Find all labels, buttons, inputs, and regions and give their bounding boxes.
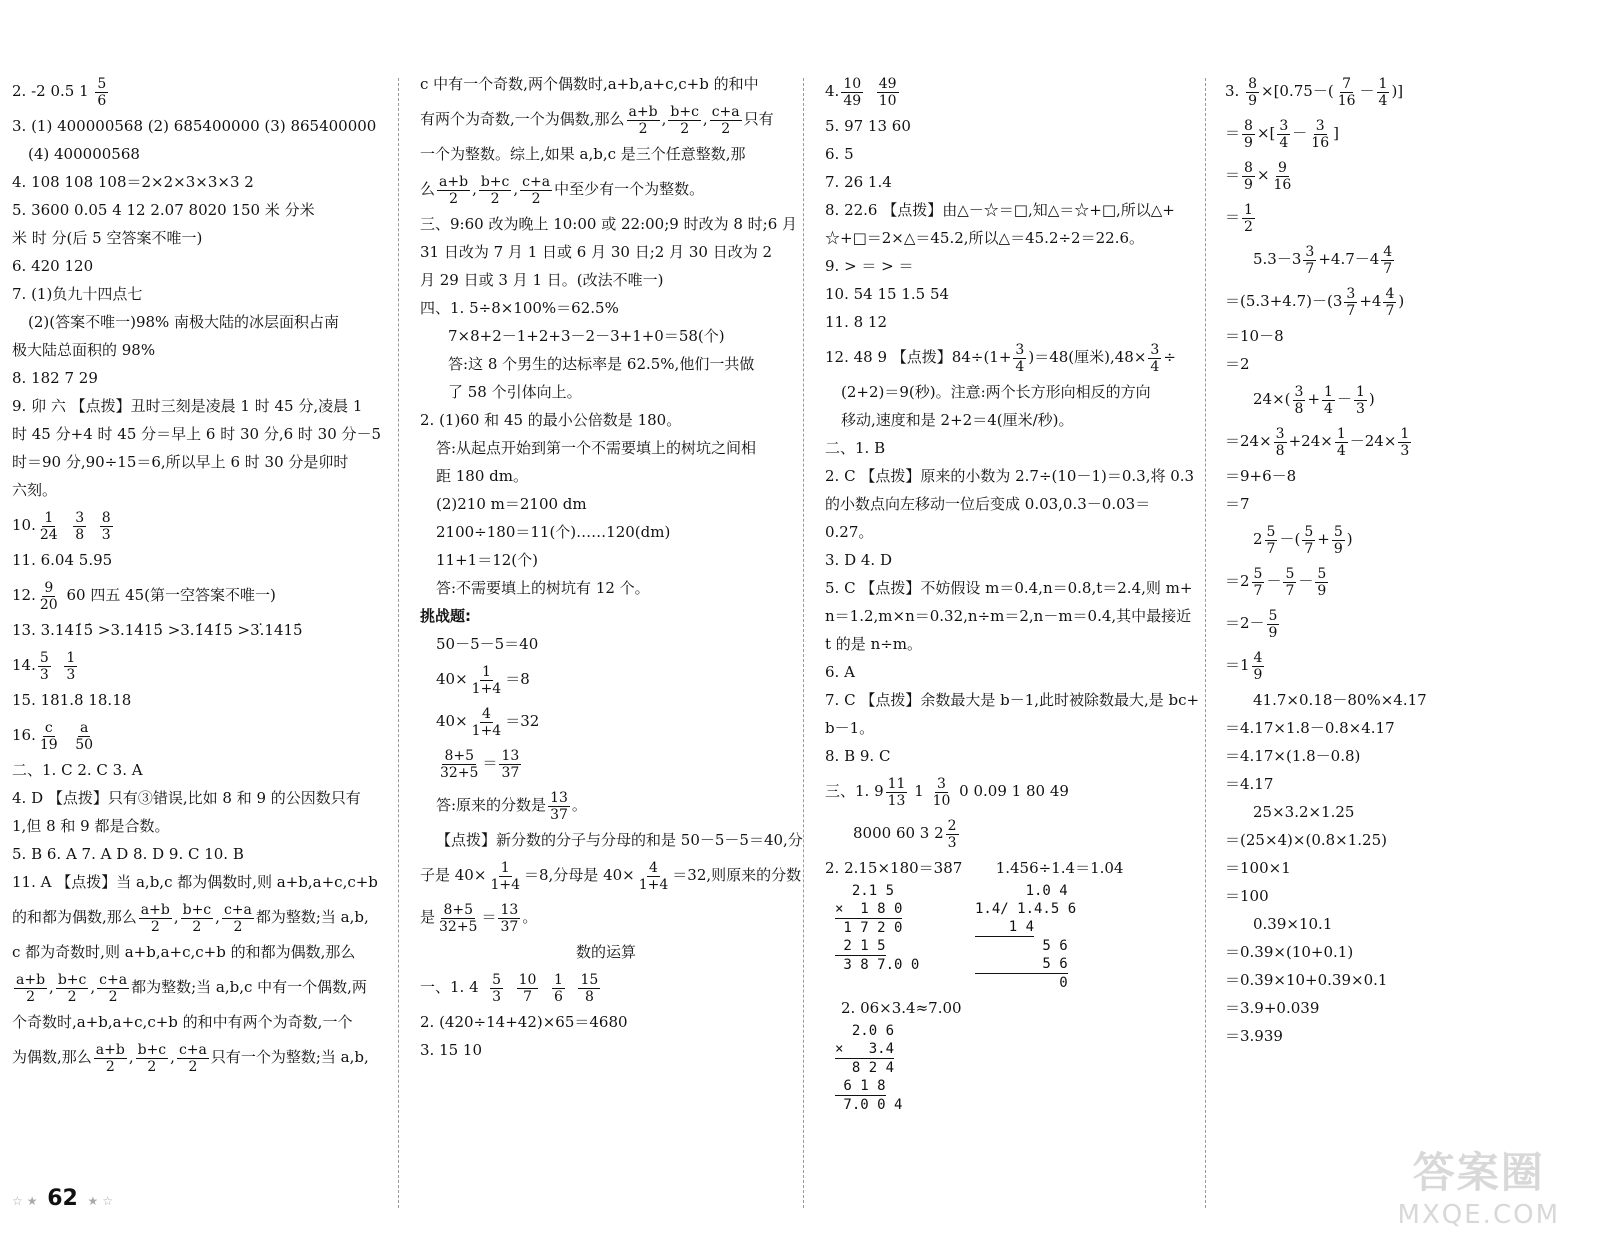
- answer-line: ＝(5.3+4.7)－(3 $\frac{3}{7}$ +4 $\frac{4}{7}$ ): [1225, 285, 1405, 319]
- answer-line: 15. 181.8 18.18: [12, 691, 132, 709]
- answer-line: 0.39×10.1: [1253, 915, 1333, 933]
- answer-line: c 都为奇数时,则 a+b,a+c,c+b 的和都为偶数,那么: [12, 943, 356, 961]
- answer-line: 12. 48 9 【点拨】84÷(1+ $\frac{3}{4}$ )＝48(厘米),48× $\frac{3}{4}$ ÷: [825, 341, 1176, 375]
- answer-line: (2)210 m＝2100 dm: [436, 495, 587, 513]
- answer-line: 40× $\frac{4}{1+4}$ ＝32: [436, 705, 540, 739]
- answer-line: ＝(25×4)×(0.8×1.25): [1225, 831, 1387, 849]
- answer-line: 10. 54 15 1.5 54: [825, 285, 950, 303]
- answer-column-3: [825, 70, 1200, 1114]
- answer-line: 一个为整数。综上,如果 a,b,c 是三个任意整数,那: [420, 145, 746, 163]
- answer-line: ＝3.9+0.039: [1225, 999, 1320, 1017]
- answer-line: 2100÷180＝11(个)……120(dm): [436, 523, 671, 541]
- answer-line: 5. C 【点拨】不妨假设 m＝0.4,n＝0.8,t＝2.4,则 m+: [825, 579, 1193, 597]
- answer-line: 8. 22.6 【点拨】由△－☆＝□,知△＝☆+□,所以△+: [825, 201, 1175, 219]
- answer-line: (2)(答案不唯一)98% 南极大陆的冰层面积占南: [28, 313, 340, 331]
- answer-line: 11+1＝12(个): [436, 551, 538, 569]
- answer-line: 二、1. C 2. C 3. A: [12, 761, 143, 779]
- answer-line: ＝10－8: [1225, 327, 1284, 345]
- answer-line: ＝24× $\frac{3}{8}$ +24× $\frac{1}{4}$ －24× $\frac{1}{3}$: [1225, 425, 1410, 459]
- answer-line: ＝2: [1225, 355, 1250, 373]
- answer-line: 2. -2 0.5 1 $\frac{5}{6}$: [12, 75, 107, 109]
- answer-line: ＝0.39×(10+0.1): [1225, 943, 1354, 961]
- calc-row: 1 7 2 0: [835, 920, 903, 936]
- answer-line: 50－5－5＝40: [436, 635, 539, 653]
- calc-row: 6 1 8: [835, 1078, 886, 1094]
- answer-line: 2. (1)60 和 45 的最小公倍数是 180。: [420, 411, 682, 429]
- answer-line: 一、1. 4 $\frac{5}{3}$ $\frac{10}{7}$ $\frac{1}{6}$ $\frac{15}{8}$: [420, 971, 599, 1005]
- answer-line: 2. C 【点拨】原来的小数为 2.7÷(10－1)＝0.3,将 0.3: [825, 467, 1195, 485]
- answer-line: ＝7: [1225, 495, 1250, 513]
- answer-line: 6. 420 120: [12, 257, 94, 275]
- answer-line: 3. D 4. D: [825, 551, 892, 569]
- answer-line: (4) 400000568: [28, 145, 140, 163]
- answer-line: ＝ $\frac{1}{2}$: [1225, 201, 1253, 235]
- answer-line: (2+2)＝9(秒)。注意:两个长方形向相反的方向: [841, 383, 1151, 401]
- answer-line: ＝0.39×10+0.39×0.1: [1225, 971, 1388, 989]
- calc-row: × 1 8 0: [835, 901, 903, 917]
- answer-line: 二、1. B: [825, 439, 886, 457]
- answer-line: ＝2 $\frac{5}{7}$ － $\frac{5}{7}$ － $\frac{5}{9}$: [1225, 565, 1327, 599]
- calc-row: 5 6: [975, 956, 1068, 972]
- vertical-multiplication: [835, 882, 919, 974]
- answer-line: 有两个为奇数,一个为偶数,那么 $\frac{a+b}{2}$ , $\frac{b+c}{2}$ , $\frac{c+a}{2}$ 只有: [420, 103, 774, 137]
- answer-line: ☆+□＝2×△＝45.2,所以△＝45.2÷2＝22.6。: [825, 229, 1144, 247]
- answer-line: 24×( $\frac{3}{8}$ + $\frac{1}{4}$ － $\frac{1}{3}$ ): [1253, 383, 1375, 417]
- calc-row: 2.1 5: [835, 883, 895, 899]
- star-icon: ☆: [102, 1194, 114, 1208]
- answer-line: 【点拨】新分数的分子与分母的和是 50－5－5＝40,分: [436, 831, 803, 849]
- answer-line: 7×8+2－1+2+3－2－3+1+0＝58(个): [448, 327, 725, 345]
- answer-line: 为偶数,那么 $\frac{a+b}{2}$ , $\frac{b+c}{2}$ , $\frac{c+a}{2}$ 只有一个为整数;当 a,b,: [12, 1041, 369, 1075]
- answer-line: ＝3.939: [1225, 1027, 1283, 1045]
- answer-line: 11. 6.04 5.95: [12, 551, 113, 569]
- column-divider: [803, 78, 804, 1208]
- page-footer: [10, 1186, 115, 1211]
- answer-line: ＝4.17: [1225, 775, 1274, 793]
- answer-line: 31 日改为 7 月 1 日或 6 月 30 日;2 月 30 日改为 2: [420, 243, 773, 261]
- answer-line: t 的是 n÷m。: [825, 635, 923, 653]
- answer-line: 11. A 【点拨】当 a,b,c 都为偶数时,则 a+b,a+c,c+b: [12, 873, 378, 891]
- answer-line: 是 $\frac{8+5}{32+5}$ ＝ $\frac{13}{37}$ 。: [420, 901, 538, 935]
- answer-line: 14. $\frac{5}{3}$ $\frac{1}{3}$: [12, 649, 76, 683]
- answer-line: c 中有一个奇数,两个偶数时,a+b,a+c,c+b 的和中: [420, 75, 759, 93]
- calc-row: 0: [975, 975, 1068, 991]
- watermark-url: MXQE.COM: [1397, 1200, 1560, 1230]
- answer-line: 4. 108 108 108＝2×2×3×3×3 2: [12, 173, 254, 191]
- calc-row: 8 2 4: [835, 1060, 895, 1076]
- answer-line: 10. $\frac{1}{24}$ $\frac{3}{8}$ $\frac{8}{3}$: [12, 509, 111, 543]
- answer-line: 四、1. 5÷8×100%＝62.5%: [420, 299, 619, 317]
- answer-line: 3. (1) 400000568 (2) 685400000 (3) 865400000: [12, 117, 377, 135]
- answer-line: 么 $\frac{a+b}{2}$ , $\frac{b+c}{2}$ , $\frac{c+a}{2}$ 中至少有一个为整数。: [420, 173, 705, 207]
- answer-line: 2. 2.15×180＝387 1.456÷1.4＝1.04: [825, 859, 1124, 877]
- answer-line: 了 58 个引体向上。: [448, 383, 582, 401]
- answer-line: 9. > ＝ > ＝: [825, 257, 914, 275]
- calc-row: 5 6: [975, 938, 1068, 954]
- answer-line: 16. $\frac{c}{19}$ $\frac{a}{50}$: [12, 719, 94, 753]
- answer-line: 六刻。: [12, 481, 58, 499]
- answer-line: 1,但 8 和 9 都是合数。: [12, 817, 170, 835]
- answer-line: b－1。: [825, 719, 875, 737]
- vertical-multiplication: [835, 1022, 902, 1114]
- answer-line: 的小数点向左移动一位后变成 0.03,0.3－0.03＝: [825, 495, 1151, 513]
- answer-line: 时＝90 分,90÷15＝6,所以早上 6 时 30 分是卯时: [12, 453, 349, 471]
- page-number: 62: [47, 1186, 78, 1211]
- calc-row: 7.0 0 4: [835, 1097, 903, 1113]
- answer-line: 13. 3.141̇5̇ >3.14̇15̇ >3.1̇41̇5 >3.̇1415̇: [12, 621, 303, 639]
- answer-line: ＝ $\frac{8}{9}$ × $\frac{9}{16}$: [1225, 159, 1292, 193]
- column-divider: [398, 78, 399, 1208]
- section-title: 数的运算: [575, 943, 636, 961]
- answer-column-2: [420, 70, 803, 1064]
- answer-line: 6. 5: [825, 145, 854, 163]
- star-icon: ★: [26, 1194, 38, 1208]
- answer-line: 三、1. 9 $\frac{11}{13}$ 1 $\frac{3}{10}$ 0 0.09 1 80 49: [825, 775, 1069, 809]
- answer-column-4: [1225, 70, 1590, 1050]
- calc-row: × 3.4: [835, 1041, 895, 1057]
- answer-line: 3. $\frac{8}{9}$ ×[0.75－( $\frac{7}{16}$ － $\frac{1}{4}$ )]: [1225, 75, 1404, 109]
- answer-line: 8. 182 7 29: [12, 369, 98, 387]
- answer-line: 距 180 dm。: [436, 467, 528, 485]
- answer-line: 9. 卯 六 【点拨】丑时三刻是凌晨 1 时 45 分,凌晨 1: [12, 397, 363, 415]
- answer-line: 4. D 【点拨】只有③错误,比如 8 和 9 的公因数只有: [12, 789, 361, 807]
- watermark-title: 答案圈: [1412, 1148, 1545, 1197]
- answer-line: 极大陆总面积的 98%: [12, 341, 156, 359]
- calc-row: 3 8 7.0 0: [835, 957, 920, 973]
- watermark-logo: [1398, 1140, 1560, 1230]
- answer-line: 5. 3600 0.05 4 12 2.07 8020 150 米 分米: [12, 201, 315, 219]
- answer-line: 12. $\frac{9}{20}$ 60 四五 45(第一空答案不唯一): [12, 579, 276, 613]
- answer-line: 答:这 8 个男生的达标率是 62.5%,他们一共做: [448, 355, 755, 373]
- answer-line: $\frac{8+5}{32+5}$ ＝ $\frac{13}{37}$: [440, 747, 520, 781]
- answer-line: ＝4.17×1.8－0.8×4.17: [1225, 719, 1395, 737]
- answer-line: 个奇数时,a+b,a+c,c+b 的和中有两个为奇数,一个: [12, 1013, 353, 1031]
- answer-line: ＝100×1: [1225, 859, 1291, 877]
- answer-line: 月 29 日或 3 月 1 日。(改法不唯一): [420, 271, 664, 289]
- answer-line: 8000 60 3 2 $\frac{2}{3}$: [853, 817, 957, 851]
- calc-row: 2.0 6: [835, 1023, 895, 1039]
- answer-line: 2. 06×3.4≈7.00: [841, 999, 962, 1017]
- column-divider: [1205, 78, 1206, 1208]
- answer-line: 11. 8 12: [825, 313, 888, 331]
- star-icon: ★: [87, 1194, 99, 1208]
- calc-row: 1.4/ 1.4.5 6: [975, 901, 1077, 917]
- answer-line: ＝2－ $\frac{5}{9}$: [1225, 607, 1278, 641]
- answer-line: 40× $\frac{1}{1+4}$ ＝8: [436, 663, 530, 697]
- answer-line: 4. $\frac{10}{49}$ $\frac{49}{10}$: [825, 75, 897, 109]
- calc-row: 1 4: [975, 919, 1035, 935]
- answer-line: 答:从起点开始到第一个不需要填上的树坑之间相: [436, 439, 757, 457]
- answer-line: 3. 15 10: [420, 1041, 483, 1059]
- challenge-heading: 挑战题:: [420, 607, 471, 625]
- answer-line: 2 $\frac{5}{7}$ －( $\frac{5}{7}$ + $\frac{5}{9}$ ): [1253, 523, 1353, 557]
- answer-line: 答:不需要填上的树坑有 12 个。: [436, 579, 650, 597]
- answer-line: 三、9:60 改为晚上 10:00 或 22:00;9 时改为 8 时;6 月: [420, 215, 798, 233]
- calc-row: 1.0 4: [975, 883, 1068, 899]
- answer-line: ＝ $\frac{8}{9}$ ×[ $\frac{3}{4}$ － $\frac{3}{16}$ ]: [1225, 117, 1339, 151]
- answer-line: 移动,速度和是 2+2＝4(厘米/秒)。: [841, 411, 1074, 429]
- star-icon: ☆: [12, 1194, 23, 1208]
- answer-line: 6. A: [825, 663, 855, 681]
- calc-row: 2 1 5: [835, 938, 886, 954]
- answer-line: ＝100: [1225, 887, 1269, 905]
- answer-line: ＝9+6－8: [1225, 467, 1297, 485]
- answer-line: 8. B 9. C: [825, 747, 891, 765]
- answer-line: 41.7×0.18－80%×4.17: [1253, 691, 1427, 709]
- answer-line: 5.3－3 $\frac{3}{7}$ +4.7－4 $\frac{4}{7}$: [1253, 243, 1393, 277]
- answer-column-1: [12, 70, 387, 1078]
- answer-line: 7. (1)负九十四点七: [12, 285, 143, 303]
- answer-line: 7. 26 1.4: [825, 173, 892, 191]
- answer-line: $\frac{a+b}{2}$ , $\frac{b+c}{2}$ , $\frac{c+a}{2}$ 都为整数;当 a,b,c 中有一个偶数,两: [16, 971, 367, 1005]
- answer-line: 5. 97 13 60: [825, 117, 911, 135]
- answer-line: 0.27。: [825, 523, 874, 541]
- vertical-division: [975, 882, 1076, 992]
- answer-line: 5. B 6. A 7. A D 8. D 9. C 10. B: [12, 845, 244, 863]
- answer-line: 7. C 【点拨】余数最大是 b－1,此时被除数最大,是 bc+: [825, 691, 1200, 709]
- answer-line: n＝1.2,m×n＝0.32,n÷m＝2,n－m＝0.4,其中最接近: [825, 607, 1192, 625]
- answer-line: ＝4.17×(1.8－0.8): [1225, 747, 1361, 765]
- answer-line: 时 45 分+4 时 45 分＝早上 6 时 30 分,6 时 30 分－5: [12, 425, 382, 443]
- answer-line: 2. (420÷14+42)×65＝4680: [420, 1013, 628, 1031]
- vertical-calculations: [825, 882, 1200, 994]
- answer-line: 25×3.2×1.25: [1253, 803, 1355, 821]
- answer-line: 答:原来的分数是 $\frac{13}{37}$ 。: [436, 789, 587, 823]
- answer-line: 的和都为偶数,那么 $\frac{a+b}{2}$ , $\frac{b+c}{2}$ , $\frac{c+a}{2}$ 都为整数;当 a,b,: [12, 901, 369, 935]
- answer-line: 米 时 分(后 5 空答案不唯一): [12, 229, 203, 247]
- answer-line: 子是 40× $\frac{1}{1+4}$ ＝8,分母是 40× $\frac{4}{1+4}$ ＝32,则原来的分数: [420, 859, 802, 893]
- answer-line: ＝1 $\frac{4}{9}$: [1225, 649, 1263, 683]
